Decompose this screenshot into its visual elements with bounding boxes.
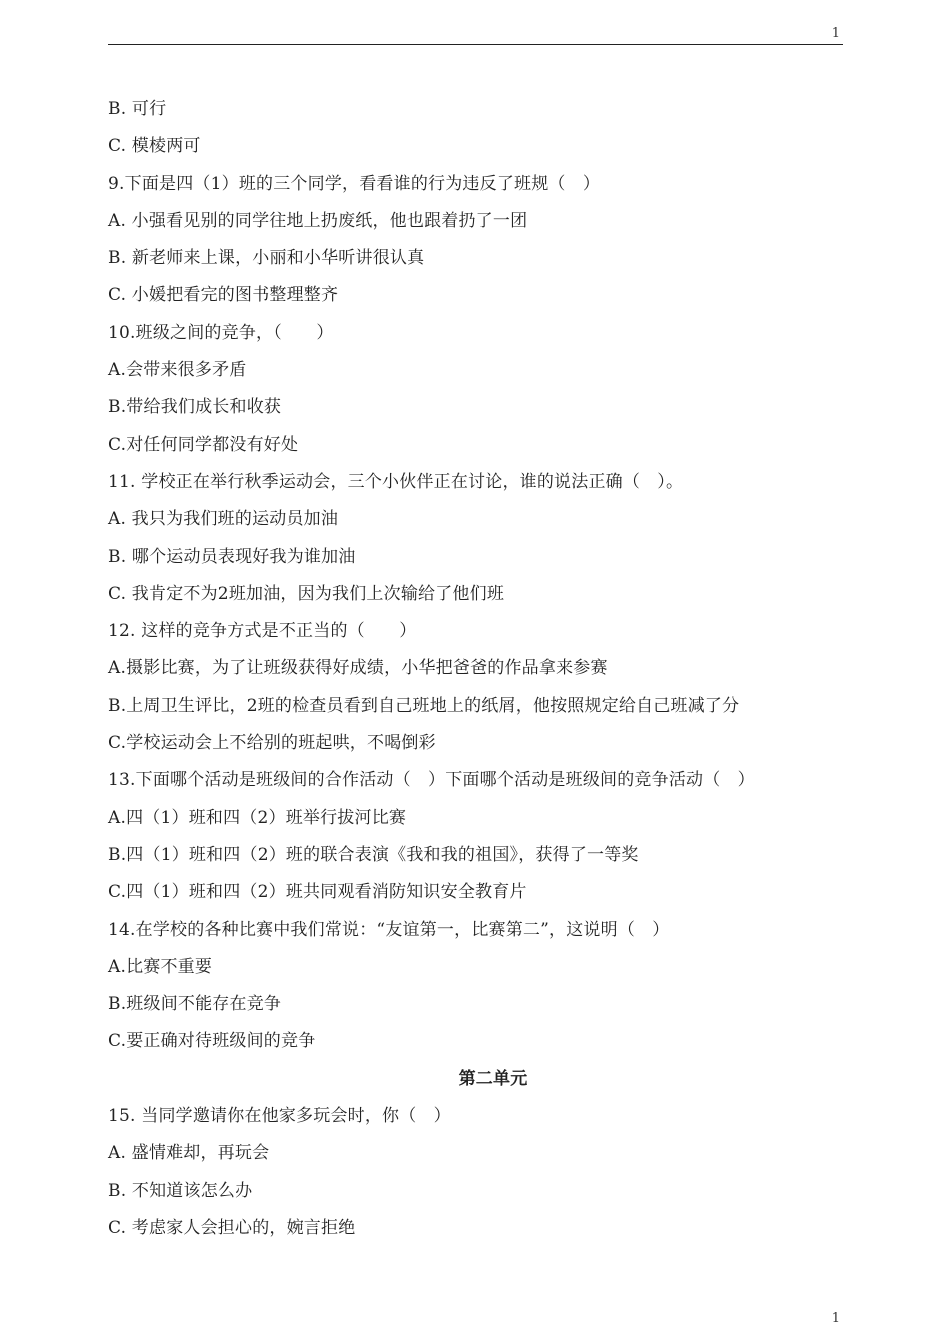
text-line: A.摄影比赛，为了让班级获得好成绩，小华把爸爸的作品拿来参赛: [108, 658, 608, 679]
question-12: 12. 这样的竞争方式是不正当的（ ）: [108, 621, 417, 642]
text-line: C.要正确对待班级间的竞争: [108, 1031, 316, 1052]
text-line: B. 新老师来上课，小丽和小华听讲很认真: [108, 248, 425, 269]
text-line: B. 不知道该怎么办: [108, 1180, 253, 1201]
question-9: 9.下面是四（1）班的三个同学，看看谁的行为违反了班规（ ）: [108, 173, 601, 194]
text-line: C. 小媛把看完的图书整理整齐: [108, 285, 339, 306]
text-line: B.四（1）班和四（2）班的联合表演《我和我的祖国》，获得了一等奖: [108, 844, 639, 865]
text-line: C.对任何同学都没有好处: [108, 434, 299, 455]
question-11: 11. 学校正在举行秋季运动会，三个小伙伴正在讨论，谁的说法正确（ ）。: [108, 471, 684, 492]
text-line: A.比赛不重要: [108, 956, 213, 977]
question-15: 15. 当同学邀请你在他家多玩会时，你（ ）: [108, 1106, 451, 1127]
question-13: 13.下面哪个活动是班级间的合作活动（ ）下面哪个活动是班级间的竞争活动（ ）: [108, 770, 755, 791]
text-line: C.学校运动会上不给别的班起哄，不喝倒彩: [108, 733, 436, 754]
text-line: B.带给我们成长和收获: [108, 397, 282, 418]
text-line: A.会带来很多矛盾: [108, 360, 247, 381]
text-line: A.四（1）班和四（2）班举行拔河比赛: [108, 807, 407, 828]
page-number-top: 1: [831, 26, 840, 41]
section-title: 第二单元: [458, 1068, 528, 1089]
text-line: B. 哪个运动员表现好我为谁加油: [108, 546, 356, 567]
text-line: A. 盛情难却，再玩会: [108, 1143, 270, 1164]
header-rule: [108, 44, 843, 45]
text-line: A. 小强看见别的同学往地上扔废纸，他也跟着扔了一团: [108, 210, 528, 231]
text-line: C. 我肯定不为2班加油，因为我们上次输给了他们班: [108, 583, 505, 604]
question-14: 14.在学校的各种比赛中我们常说：“友谊第一，比赛第二”，这说明（ ）: [108, 919, 670, 940]
text-line: B. 可行: [108, 99, 167, 119]
text-line: B.上周卫生评比，2班的检查员看到自己班地上的纸屑，他按照规定给自己班减了分: [108, 695, 740, 716]
text-line: C.四（1）班和四（2）班共同观看消防知识安全教育片: [108, 882, 527, 903]
text-line: C. 模棱两可: [108, 136, 201, 157]
question-10: 10.班级之间的竞争，（ ）: [108, 322, 334, 343]
text-line: B.班级间不能存在竞争: [108, 994, 282, 1015]
text-line: A. 我只为我们班的运动员加油: [108, 509, 339, 530]
document-body: [108, 91, 848, 1247]
page-number-bottom: 1: [831, 1311, 840, 1326]
text-line: C. 考虑家人会担心的，婉言拒绝: [108, 1217, 356, 1238]
